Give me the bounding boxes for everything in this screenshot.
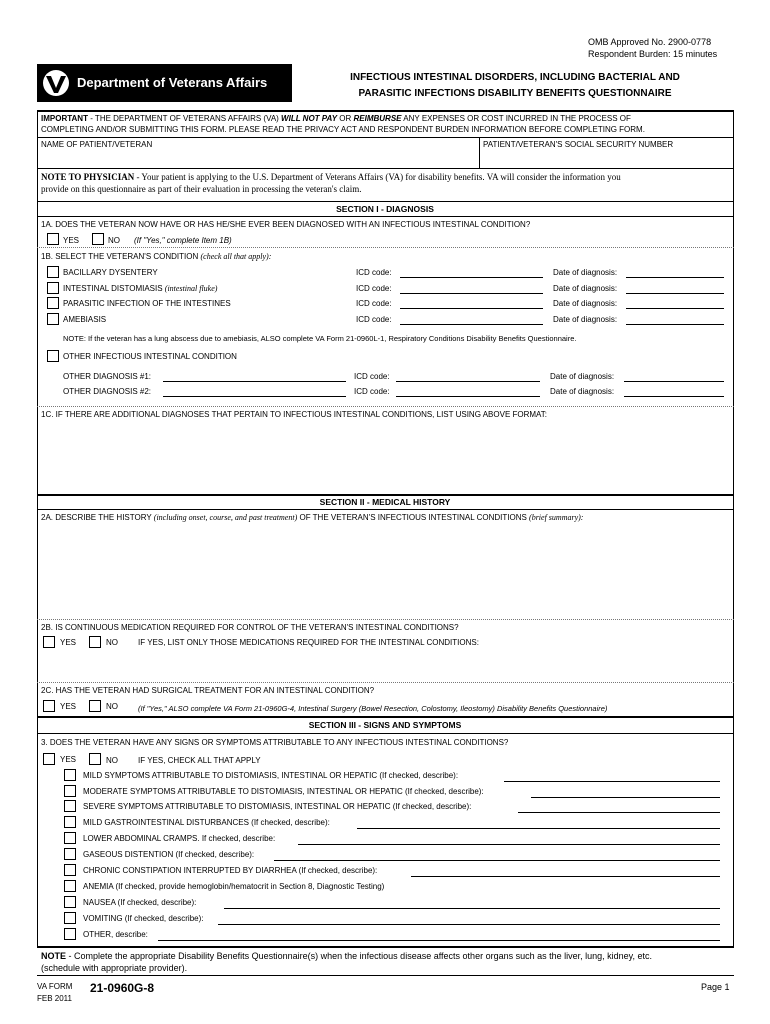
question-1a: 1A. DOES THE VETERAN NOW HAVE OR HAS HE/SHE EVER BEEN DIAGNOSED WITH AN INFECTIOUS INTESTINAL CONDITION?	[41, 220, 531, 229]
symptom-describe-field[interactable]	[357, 828, 720, 829]
symptom-checkbox[interactable]	[64, 912, 76, 924]
medications-field[interactable]	[40, 650, 731, 678]
q2c-no-label: NO	[106, 702, 118, 711]
ssn-label: PATIENT/VETERAN'S SOCIAL SECURITY NUMBER	[483, 140, 674, 149]
question-2a: 2A. DESCRIBE THE HISTORY (including onset, course, and past treatment) OF THE VETERAN'S INFECTIOUS INTESTINAL CONDITIONS (brief summary):	[41, 513, 584, 522]
q2b-note: IF YES, LIST ONLY THOSE MEDICATIONS REQUIRED FOR THE INTESTINAL CONDITIONS:	[138, 638, 479, 647]
note-to-physician-line2: provide on this questionnaire as part of their evaluation in processing the veteran's claim.	[41, 184, 362, 194]
symptom-describe-field[interactable]	[518, 812, 720, 813]
amebiasis-note: NOTE: If the veteran has a lung abscess due to amebiasis, ALSO complete VA Form 21-0960L-1, Respiratory Conditions Disability Benefits Questionnaire.	[63, 334, 577, 343]
respondent-burden: Respondent Burden: 15 minutes	[588, 49, 718, 59]
bacillary-dysentery-checkbox[interactable]	[47, 266, 59, 278]
date-of-diagnosis-label: Date of diagnosis:	[550, 387, 615, 396]
date-of-diagnosis-field[interactable]	[626, 293, 724, 294]
intestinal-distomiasis-checkbox[interactable]	[47, 282, 59, 294]
parasitic-infection-checkbox[interactable]	[47, 297, 59, 309]
q2c-no-checkbox[interactable]	[89, 700, 101, 712]
q3-note: IF YES, CHECK ALL THAT APPLY	[138, 756, 261, 765]
icd-code-label: ICD code:	[354, 387, 390, 396]
q3-no-checkbox[interactable]	[89, 753, 101, 765]
q1a-yes-label: YES	[63, 236, 80, 245]
other-diagnosis-1-field[interactable]	[163, 381, 346, 382]
date-of-diagnosis-label: Date of diagnosis:	[550, 372, 615, 381]
question-2c: 2C. HAS THE VETERAN HAD SURGICAL TREATMENT FOR AN INTESTINAL CONDITION?	[41, 686, 375, 695]
q2b-no-checkbox[interactable]	[89, 636, 101, 648]
additional-diagnoses-field[interactable]	[40, 422, 731, 492]
symptom-label: CHRONIC CONSTIPATION INTERRUPTED BY DIARRHEA (If checked, describe):	[83, 866, 378, 875]
date-of-diagnosis-field[interactable]	[624, 381, 724, 382]
agency-banner	[37, 64, 292, 102]
icd-code-field[interactable]	[396, 396, 540, 397]
note-to-physician: NOTE TO PHYSICIAN - Your patient is applying to the U.S. Department of Veterans Affairs (VA) for disability benefits. VA will consider the information you	[41, 172, 621, 182]
symptom-describe-field[interactable]	[531, 797, 720, 798]
symptom-checkbox[interactable]	[64, 848, 76, 860]
form-title-line2: PARASITIC INFECTIONS DISABILITY BENEFITS QUESTIONNAIRE	[358, 88, 672, 99]
symptom-describe-field[interactable]	[218, 924, 720, 925]
symptom-label: VOMITING (If checked, describe):	[83, 914, 204, 923]
icd-code-field[interactable]	[400, 293, 543, 294]
form-title	[300, 70, 730, 102]
form-date: FEB 2011	[37, 994, 72, 1003]
q2c-yes-label: YES	[60, 702, 77, 711]
question-3: 3. DOES THE VETERAN HAVE ANY SIGNS OR SYMPTOMS ATTRIBUTABLE TO ANY INFECTIOUS INTESTINAL CONDITIONS?	[41, 738, 509, 747]
bacillary-dysentery-label: BACILLARY DYSENTERY	[63, 268, 158, 277]
other-diagnosis-2-field[interactable]	[163, 396, 346, 397]
icd-code-field[interactable]	[400, 308, 543, 309]
important-notice-line2: COMPLETING AND/OR SUBMITTING THIS FORM. PLEASE READ THE PRIVACY ACT AND RESPONDENT BURDEN INFORMATION BEFORE COMPLETING FORM.	[41, 125, 645, 134]
q3-yes-label: YES	[60, 755, 77, 764]
icd-code-label: ICD code:	[356, 268, 392, 277]
history-field[interactable]	[40, 525, 731, 615]
section-3-title: SECTION III - SIGNS AND SYMPTOMS	[308, 720, 462, 730]
patient-name-label: NAME OF PATIENT/VETERAN	[41, 140, 153, 149]
question-2b: 2B. IS CONTINUOUS MEDICATION REQUIRED FOR CONTROL OF THE VETERAN'S INTESTINAL CONDITIONS?	[41, 623, 459, 632]
date-of-diagnosis-field[interactable]	[626, 308, 724, 309]
form-title-line1: INFECTIOUS INTESTINAL DISORDERS, INCLUDING BACTERIAL AND	[350, 72, 680, 83]
date-of-diagnosis-field[interactable]	[626, 277, 724, 278]
page-number: Page 1	[701, 982, 730, 992]
symptom-checkbox[interactable]	[64, 864, 76, 876]
symptom-checkbox[interactable]	[64, 785, 76, 797]
symptom-label: OTHER, describe:	[83, 930, 148, 939]
q2c-note: (If "Yes," ALSO complete VA Form 21-0960G-4, Intestinal Surgery (Bowel Resection, Colostomy, Ileostomy) Disability Benefits Questionnaire)	[138, 704, 608, 713]
symptom-checkbox[interactable]	[64, 880, 76, 892]
symptom-describe-field[interactable]	[504, 781, 720, 782]
question-1b: 1B. SELECT THE VETERAN'S CONDITION (check all that apply):	[41, 252, 272, 261]
symptom-label: SEVERE SYMPTOMS ATTRIBUTABLE TO DISTOMIASIS, INTESTINAL OR HEPATIC (If checked, describe):	[83, 802, 472, 811]
parasitic-infection-label: PARASITIC INFECTION OF THE INTESTINES	[63, 299, 231, 308]
q1a-no-checkbox[interactable]	[92, 233, 104, 245]
symptom-label: MILD GASTROINTESTINAL DISTURBANCES (If checked, describe):	[83, 818, 330, 827]
symptom-label: GASEOUS DISTENTION (If checked, describe):	[83, 850, 255, 859]
amebiasis-label: AMEBIASIS	[63, 315, 107, 324]
symptom-describe-field[interactable]	[224, 908, 720, 909]
amebiasis-checkbox[interactable]	[47, 313, 59, 325]
footer-note: NOTE - Complete the appropriate Disability Benefits Questionnaire(s) when the infectious disease affects other organs such as the liver, lung, kidney, etc.	[41, 951, 652, 961]
icd-code-field[interactable]	[396, 381, 540, 382]
symptom-describe-field[interactable]	[411, 876, 720, 877]
va-form-label: VA FORM	[37, 982, 73, 991]
other-condition-checkbox[interactable]	[47, 350, 59, 362]
other-diagnosis-2-label: OTHER DIAGNOSIS #2:	[63, 387, 152, 396]
omb-number: OMB Approved No. 2900-0778	[588, 37, 712, 47]
important-notice: IMPORTANT - THE DEPARTMENT OF VETERANS AFFAIRS (VA) WILL NOT PAY OR REIMBURSE ANY EXPENSES OR COST INCURRED IN THE PROCESS OF	[41, 114, 631, 123]
symptom-label: LOWER ABDOMINAL CRAMPS. If checked, describe:	[83, 834, 276, 843]
question-1c: 1C. IF THERE ARE ADDITIONAL DIAGNOSES THAT PERTAIN TO INFECTIOUS INTESTINAL CONDITIONS, LIST USING ABOVE FORMAT:	[41, 410, 548, 419]
symptom-label: NAUSEA (If checked, describe):	[83, 898, 197, 907]
intestinal-distomiasis-label: INTESTINAL DISTOMIASIS (intestinal fluke)	[63, 284, 218, 293]
date-of-diagnosis-label: Date of diagnosis:	[553, 284, 618, 293]
q2b-no-label: NO	[106, 638, 118, 647]
icd-code-label: ICD code:	[356, 299, 392, 308]
q2b-yes-label: YES	[60, 638, 77, 647]
date-of-diagnosis-label: Date of diagnosis:	[553, 268, 618, 277]
other-diagnosis-1-label: OTHER DIAGNOSIS #1:	[63, 372, 152, 381]
symptom-label: MODERATE SYMPTOMS ATTRIBUTABLE TO DISTOMIASIS, INTESTINAL OR HEPATIC (If checked, describe):	[83, 787, 484, 796]
date-of-diagnosis-field[interactable]	[626, 324, 724, 325]
date-of-diagnosis-label: Date of diagnosis:	[553, 299, 618, 308]
q1a-yes-checkbox[interactable]	[47, 233, 59, 245]
icd-code-label: ICD code:	[354, 372, 390, 381]
date-of-diagnosis-label: Date of diagnosis:	[553, 315, 618, 324]
symptom-describe-field[interactable]	[158, 940, 720, 941]
va-seal-icon	[41, 68, 71, 98]
section-1-title: SECTION I - DIAGNOSIS	[336, 204, 434, 214]
patient-name-field[interactable]	[40, 150, 476, 166]
date-of-diagnosis-field[interactable]	[624, 396, 724, 397]
q3-yes-checkbox[interactable]	[43, 753, 55, 765]
symptom-label: MILD SYMPTOMS ATTRIBUTABLE TO DISTOMIASIS, INTESTINAL OR HEPATIC (If checked, describe):	[83, 771, 459, 780]
symptom-checkbox[interactable]	[64, 896, 76, 908]
agency-name: Department of Veterans Affairs	[77, 75, 268, 90]
q2b-yes-checkbox[interactable]	[43, 636, 55, 648]
icd-code-field[interactable]	[400, 324, 543, 325]
section-2-title: SECTION II - MEDICAL HISTORY	[319, 497, 451, 507]
symptom-checkbox[interactable]	[64, 769, 76, 781]
q2c-yes-checkbox[interactable]	[43, 700, 55, 712]
q3-no-label: NO	[106, 756, 118, 765]
symptom-checkbox[interactable]	[64, 928, 76, 940]
symptom-checkbox[interactable]	[64, 816, 76, 828]
icd-code-label: ICD code:	[356, 284, 392, 293]
q1a-no-label: NO	[108, 236, 120, 245]
form-number: 21-0960G-8	[90, 981, 155, 995]
footer-note-line2: (schedule with appropriate provider).	[41, 963, 188, 973]
ssn-field[interactable]	[482, 150, 731, 166]
symptom-label: ANEMIA (If checked, provide hemoglobin/hematocrit in Section 8, Diagnostic Testing)	[83, 882, 385, 891]
icd-code-field[interactable]	[400, 277, 543, 278]
symptom-checkbox[interactable]	[64, 800, 76, 812]
icd-code-label: ICD code:	[356, 315, 392, 324]
q1a-note: (If "Yes," complete Item 1B)	[134, 236, 232, 245]
other-condition-label: OTHER INFECTIOUS INTESTINAL CONDITION	[63, 352, 237, 361]
symptom-describe-field[interactable]	[298, 844, 720, 845]
symptom-checkbox[interactable]	[64, 832, 76, 844]
symptom-describe-field[interactable]	[274, 860, 720, 861]
